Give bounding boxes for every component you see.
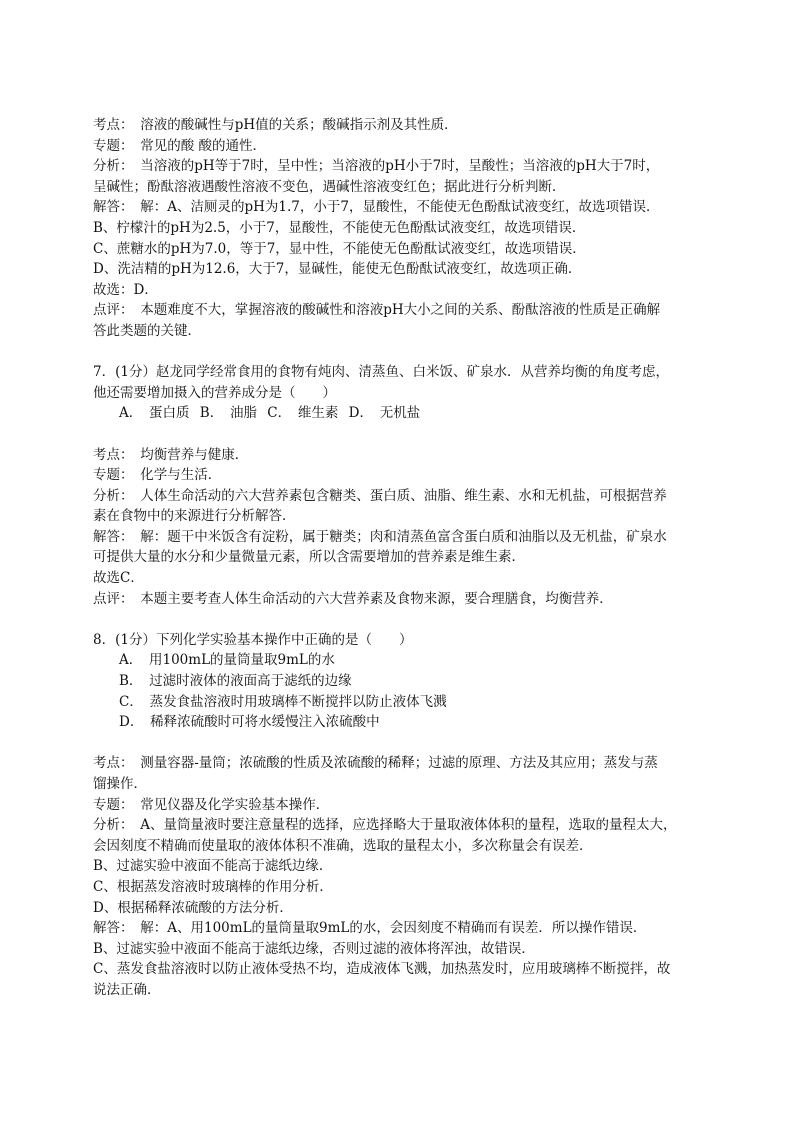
q8-jieda-line: 说法正确． bbox=[93, 981, 161, 998]
q8-stem: 8．(1分）下列化学实验基本操作中正确的是（ ） bbox=[93, 631, 413, 648]
q7-fenxi-line: 素在食物中的来源进行分析解答． bbox=[93, 508, 296, 525]
q7-option-a: A． 蛋白质 bbox=[119, 405, 190, 422]
q8-option-a: A． 用100mL的量筒量取9mL的水 bbox=[119, 652, 335, 669]
q6-jieda-line: 故选：D． bbox=[93, 281, 158, 298]
q8-fenxi-line: 分析： A、量筒量液时要注意量程的选择，应选择略大于量取液体体积的量程，选取的量程太大， bbox=[93, 817, 677, 834]
q6-kaodian: 考点： 溶液的酸碱性与pH值的关系；酸碱指示剂及其性质． bbox=[93, 117, 458, 133]
spacer bbox=[93, 733, 705, 754]
q7-stem-line: 7．(1分）赵龙同学经常食用的食物有炖肉、清蒸鱼、白米饭、矿泉水．从营养均衡的角度考虑， bbox=[93, 364, 669, 381]
q7-zhuanti: 专题： 化学与生活． bbox=[93, 467, 222, 484]
q7-option-b: B． 油脂 bbox=[199, 405, 257, 422]
q7-dianping: 点评： 本题主要考查人体生命活动的六大营养素及食物来源，要合理膳食，均衡营养． bbox=[93, 590, 613, 607]
q7-kaodian: 考点： 均衡营养与健康． bbox=[93, 446, 249, 463]
q6-fenxi-line: 呈碱性；酚酞溶液遇酸性溶液不变色，遇碱性溶液变红色；据此进行分析判断． bbox=[93, 178, 566, 195]
q8-fenxi-line: 会因刻度不精确而使量取的液体体积不准确，选取的量程太小，多次称量会有误差． bbox=[93, 837, 593, 854]
q8-kaodian-line: 考点： 测量容器-量筒；浓硫酸的性质及浓硫酸的稀释；过滤的原理、方法及其应用；蒸发与蒸 bbox=[93, 755, 658, 772]
q7-option-c: C． 维生素 bbox=[267, 405, 339, 422]
q6-zhuanti: 专题： 常见的酸 酸的通性． bbox=[93, 137, 267, 154]
q8-jieda-line: B、过滤实验中液面不能高于滤纸边缘，否则过滤的液体将浑浊，故错误． bbox=[93, 940, 535, 957]
q7-jieda-line: 故选C． bbox=[93, 570, 144, 587]
q6-jieda-line: 解答： 解：A、洁厕灵的pH为1.7，小于7，显酸性，不能使无色酚酞试液变红，故选项错误． bbox=[93, 199, 660, 216]
q6-dianping-line: 点评： 本题难度不大，掌握溶液的酸碱性和溶液pH大小之间的关系、酚酞溶液的性质是正确解 bbox=[93, 302, 661, 319]
q7-option-d: D． 无机盐 bbox=[348, 405, 421, 422]
q8-option-d: D． 稀释浓硫酸时可将水缓慢注入浓硫酸中 bbox=[119, 714, 380, 731]
spacer bbox=[93, 424, 705, 445]
q8-option-b: B． 过滤时液体的液面高于滤纸的边缘 bbox=[119, 673, 352, 690]
q8-kaodian-line: 馏操作． bbox=[93, 776, 147, 792]
q8-jieda-line: 解答： 解：A、用100mL的量筒量取9mL的水，会因刻度不精确而有误差．所以操作错误． bbox=[93, 920, 647, 937]
q8-fenxi-line: B、过滤实验中液面不能高于滤纸边缘． bbox=[93, 858, 333, 875]
q8-option-c: C． 蒸发食盐溶液时用玻璃棒不断搅拌以防止液体飞溅 bbox=[119, 693, 447, 710]
q6-jieda-line: B、柠檬汁的pH为2.5，小于7，显酸性，不能使无色酚酞试液变红，故选项错误． bbox=[93, 219, 586, 236]
spacer bbox=[93, 609, 705, 630]
q8-jieda-line: C、蒸发食盐溶液时以防止液体受热不均，造成液体飞溅，加热蒸发时，应用玻璃棒不断搅拌，故 bbox=[93, 961, 671, 978]
spacer bbox=[93, 342, 705, 363]
q7-options bbox=[93, 403, 705, 424]
q6-jieda-line: C、蔗糖水的pH为7.0，等于7，显中性，不能使无色酚酞试液变红，故选项错误． bbox=[93, 240, 586, 257]
q8-zhuanti: 专题： 常见仪器及化学实验基本操作． bbox=[93, 796, 330, 813]
q7-jieda-line: 可提供大量的水分和少量微量元素，所以含需要增加的营养素是维生素． bbox=[93, 549, 525, 566]
page-content bbox=[93, 115, 705, 1001]
q7-fenxi-line: 分析： 人体生命活动的六大营养素包含糖类、蛋白质、油脂、维生素、水和无机盐，可根据营养 bbox=[93, 487, 667, 504]
q6-jieda-line: D、洗洁精的pH为12.6，大于7，显碱性，能使无色酚酞试液变红，故选项正确． bbox=[93, 261, 582, 278]
q6-dianping-line: 答此类题的关键． bbox=[93, 322, 201, 339]
q8-fenxi-line: C、根据蒸发溶液时玻璃棒的作用分析． bbox=[93, 878, 333, 895]
q8-fenxi-line: D、根据稀释浓硫酸的方法分析． bbox=[93, 899, 293, 916]
q7-jieda-line: 解答： 解：题干中米饭含有淀粉，属于糖类；肉和清蒸鱼富含蛋白质和油脂以及无机盐，矿泉水 bbox=[93, 528, 667, 545]
q6-fenxi-line: 分析： 当溶液的pH等于7时，呈中性；当溶液的pH小于7时，呈酸性；当溶液的pH大于7时， bbox=[93, 158, 660, 175]
q7-stem-line: 他还需要增加摄入的营养成分是（ ） bbox=[93, 384, 336, 401]
